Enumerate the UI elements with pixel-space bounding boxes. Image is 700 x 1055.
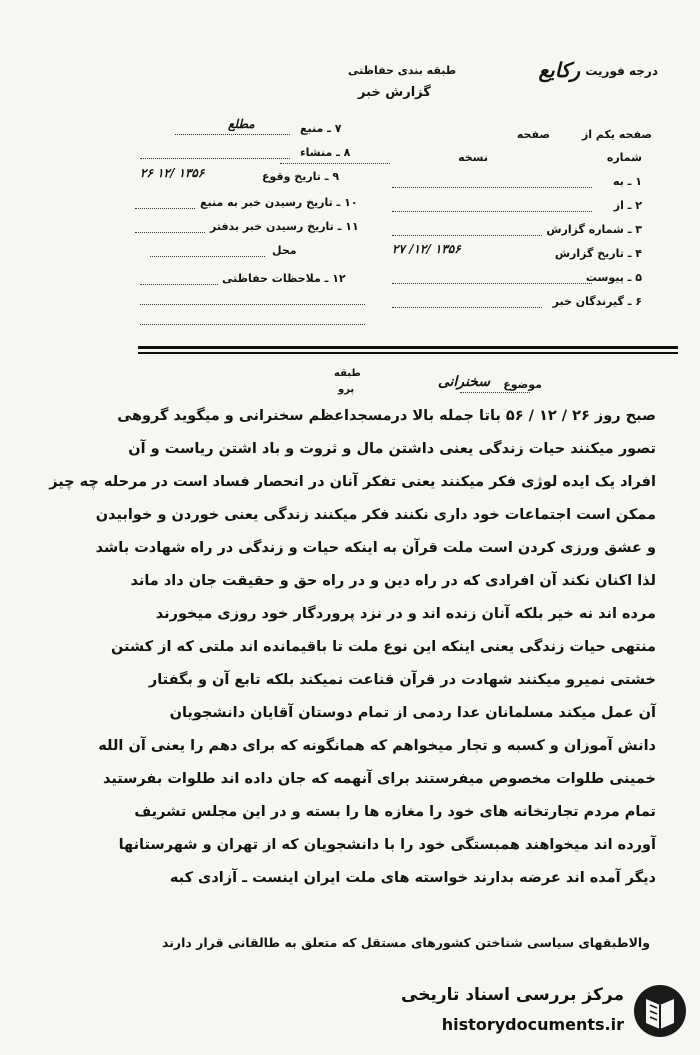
right-field-attachment: ۵ ـ پیوست bbox=[585, 271, 642, 284]
book-logo-icon bbox=[632, 983, 688, 1039]
body-line: و عشق ورزی کردن است ملت قرآن به اینکه حیات و زندگی در راه شهادت باشد bbox=[95, 540, 656, 556]
right-field-recipients: ۶ ـ گیرندگان خبر bbox=[552, 295, 642, 308]
dotted-line bbox=[392, 307, 542, 308]
right-field-number: شماره bbox=[606, 151, 642, 164]
body-line: دیگر آمده اند عرضه بدارند خواسته های ملت ایران اینست ـ آزادی کبه bbox=[169, 870, 656, 886]
body-line: لذا اکنان نکند آن افرادی که در راه دین و در راه حق و حقیقت جان داد ماند bbox=[130, 573, 656, 589]
classification-label: طبقه بندی حفاظتی bbox=[348, 64, 457, 77]
watermark-title: مرکز بررسی اسناد تاریخی bbox=[401, 985, 624, 1005]
right-field-copy: نسخه bbox=[458, 151, 488, 164]
dotted-line bbox=[392, 211, 592, 212]
left-field-received-source: ۱۰ ـ تاریخ رسیدن خبر به منبع bbox=[200, 196, 358, 209]
right-field-report-number: ۳ ـ شماره گزارش bbox=[546, 223, 642, 236]
left-field-source: ۷ ـ منبع bbox=[300, 122, 342, 135]
right-field-page-value: صفحه bbox=[516, 128, 550, 141]
dotted-line bbox=[280, 163, 390, 164]
dotted-line bbox=[392, 283, 592, 284]
body-line: افراد یک ایده لوژی فکر میکنند یعنی تفکر آنان در انحصار فساد است در مرحله چه چیز bbox=[49, 474, 656, 490]
left-field-location: محل bbox=[272, 244, 297, 257]
body-line: ممکن است اجتماعات خود داری نکنند فکر میکنند زندگی یعنی خوردن و خوابیدن bbox=[95, 507, 656, 523]
body-line: خشتی نمیرو میکنند شهادت در قرآن قناعت نمیکند بلکه تابع آن و بگفتار bbox=[148, 672, 656, 688]
left-field-event-date-value: ۲۶ ۱۲/ ۱۳۵۶ bbox=[140, 166, 205, 180]
subject-corner-bottom: پرو bbox=[338, 384, 355, 395]
subject-corner-top: طبقه bbox=[334, 368, 361, 379]
dotted-line bbox=[150, 256, 265, 257]
watermark-url: historydocuments.ir bbox=[441, 1015, 624, 1034]
left-field-received-office: ۱۱ ـ تاریخ رسیدن خبر بدفتر bbox=[210, 220, 359, 233]
right-field-report-date: ۴ ـ تاریخ گزارش bbox=[554, 247, 642, 260]
separator-rule bbox=[138, 346, 678, 349]
handwritten-stamp: رکایع bbox=[538, 58, 580, 82]
body-line: تصور میکنند حیات زندگی یعنی داشتن مال و ثروت و باد اشتن ریاست و آن bbox=[128, 441, 656, 457]
dotted-line bbox=[135, 232, 205, 233]
separator-rule bbox=[138, 352, 678, 354]
body-line: تمام مردم تجارتخانه های خود را مغازه ها را بسته و در این مجلس تشریف bbox=[134, 804, 656, 820]
dotted-line bbox=[140, 158, 290, 159]
dotted-line bbox=[392, 235, 542, 236]
left-field-event-date: ۹ ـ تاریخ وقوع bbox=[262, 170, 340, 183]
body-line: آورده اند میخواهند همبستگی خود را با دانشجویان که از تهران و شهرستانها bbox=[118, 837, 656, 853]
footer-line: والاطبقهای سیاسی شناختن کشورهای مستقل که متعلق به طالقانی قرار دارند bbox=[161, 935, 650, 950]
report-title: گزارش خبر bbox=[358, 85, 431, 100]
body-line: منتهی حیات زندگی یعنی اینکه این نوع ملت تا باقیمانده اند ملتی که از کشتن bbox=[110, 639, 656, 655]
dotted-line bbox=[460, 392, 530, 393]
subject-label: موضوع bbox=[503, 378, 542, 391]
dotted-line bbox=[175, 134, 290, 135]
body-line: صبح روز ۲۶ / ۱۲ / ۵۶ باتا جمله بالا درمسجداعظم سخنرانی و میگوید گروهی bbox=[117, 408, 656, 424]
dotted-line bbox=[392, 187, 592, 188]
dotted-line bbox=[140, 324, 365, 325]
dotted-line bbox=[140, 284, 218, 285]
watermark bbox=[394, 979, 694, 1045]
body-line: مرده اند نه خیر بلکه آنان زنده اند و در نزد پروردگار خود روزی میخورند bbox=[155, 606, 656, 622]
body-line: دانش آموزان و کسبه و تجار میخواهم که همانگونه که برای دهم را یعنی آن الله bbox=[98, 738, 656, 754]
left-field-origin: ۸ ـ منشاء bbox=[300, 146, 351, 159]
body-line: آن عمل میکند مسلمانان عدا ردمی از تمام دوستان آقایان دانشجویان bbox=[169, 705, 656, 721]
priority-label: درجه فوریت bbox=[585, 64, 658, 78]
left-field-security-notes: ۱۲ ـ ملاحظات حفاظتی bbox=[222, 272, 346, 285]
body-line: خمینی طلوات مخصوص میفرستند برای آنهمه که جان داده اند طلوات بفرستید bbox=[102, 771, 656, 787]
right-field-from: ۲ ـ از bbox=[613, 199, 642, 212]
dotted-line bbox=[140, 304, 365, 305]
left-field-source-value: مطلع bbox=[228, 117, 255, 131]
right-field-to: ۱ ـ به bbox=[613, 175, 642, 188]
right-field-report-date-value: ۲۷ /۱۲/ ۱۳۵۶ bbox=[392, 242, 461, 256]
subject-value: سخنرانی bbox=[437, 374, 490, 390]
right-field-page: صفحه یکم از bbox=[581, 128, 652, 141]
dotted-line bbox=[135, 208, 195, 209]
